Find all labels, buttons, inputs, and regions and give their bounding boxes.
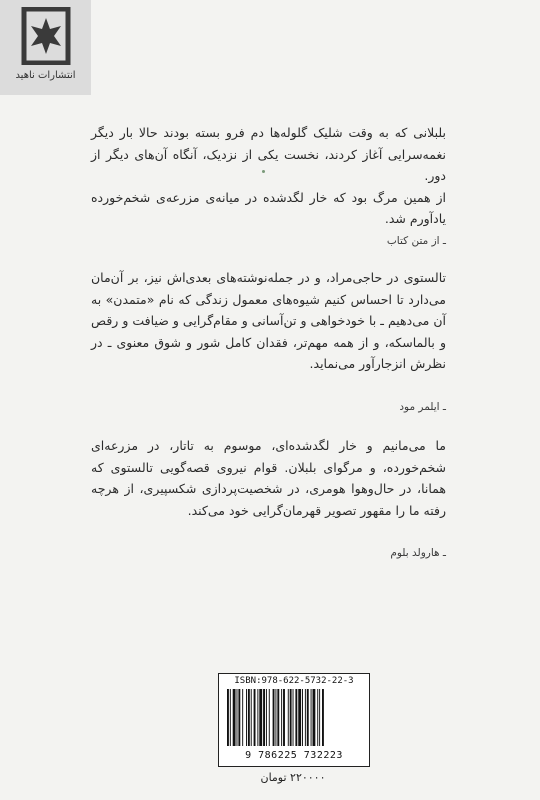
star-emblem-icon [21,7,71,65]
publisher-name: انتشارات ناهید [15,70,76,81]
excerpt-3-paragraph-1: ما می‌مانیم و خار لگدشده‌ای، موسوم به تاتار، در مزرعه‌ای شخم‌خورده، و مرگوای بلبلان. قوام نیروی قصه‌گویی تالستوی که همانا، در حال‌وهوا هومری، در شخصیت‌پردازی شکسپیری، از هرچه رفته ما را مقهور تصویر قهرمان‌گرایی خود می‌کند. [91,438,446,518]
barcode-block [218,673,370,767]
barcode-image [225,689,363,746]
excerpt-1-paragraph-2: از همین مرگ بود که خار لگدشده در میانه‌ی مزرعه‌ی شخم‌خورده یادآورم شد. [91,189,446,226]
excerpt-2 [91,267,446,375]
barcode-digits: 9 786225 732223 [245,750,343,761]
publisher-logo-box [0,0,91,95]
excerpt-3 [91,435,446,521]
price-label: ۲۲۰۰۰۰ تومان [260,771,326,784]
isbn-label: ISBN:978-622-5732-22-3 [234,676,354,686]
excerpt-2-paragraph-1: تالستوی در حاجی‌مراد، و در جمله‌نوشته‌های بعدی‌اش نیز، بر آن‌مان می‌دارد تا احساس کنیم شیوه‌های معمول زندگی که نام «متمدن» به آن می‌دهیم ـ با خودخواهی و تن‌آسانی و مقام‌گرایی و ضیافت و رقص و بالماسکه، و از همه مهم‌تر، فقدان کامل شور و شوق معنوی ـ در نظرش انزجارآور می‌نماید. [91,270,446,371]
excerpt-3-attribution: ـ هارولد بلوم [390,547,446,559]
excerpt-2-attribution: ـ ایلمر مود [399,401,446,413]
excerpt-1 [91,122,446,230]
excerpt-1-attribution: ـ از متن کتاب [386,235,446,247]
excerpt-1-paragraph-1: بلبلانی که به وقت شلیک گلوله‌ها دم فرو بسته بودند حالا بار دیگر نغمه‌سرایی آغاز کردند، نخست یکی از نزدیک، آنگاه آن‌های دیگر از دور. [91,125,446,183]
